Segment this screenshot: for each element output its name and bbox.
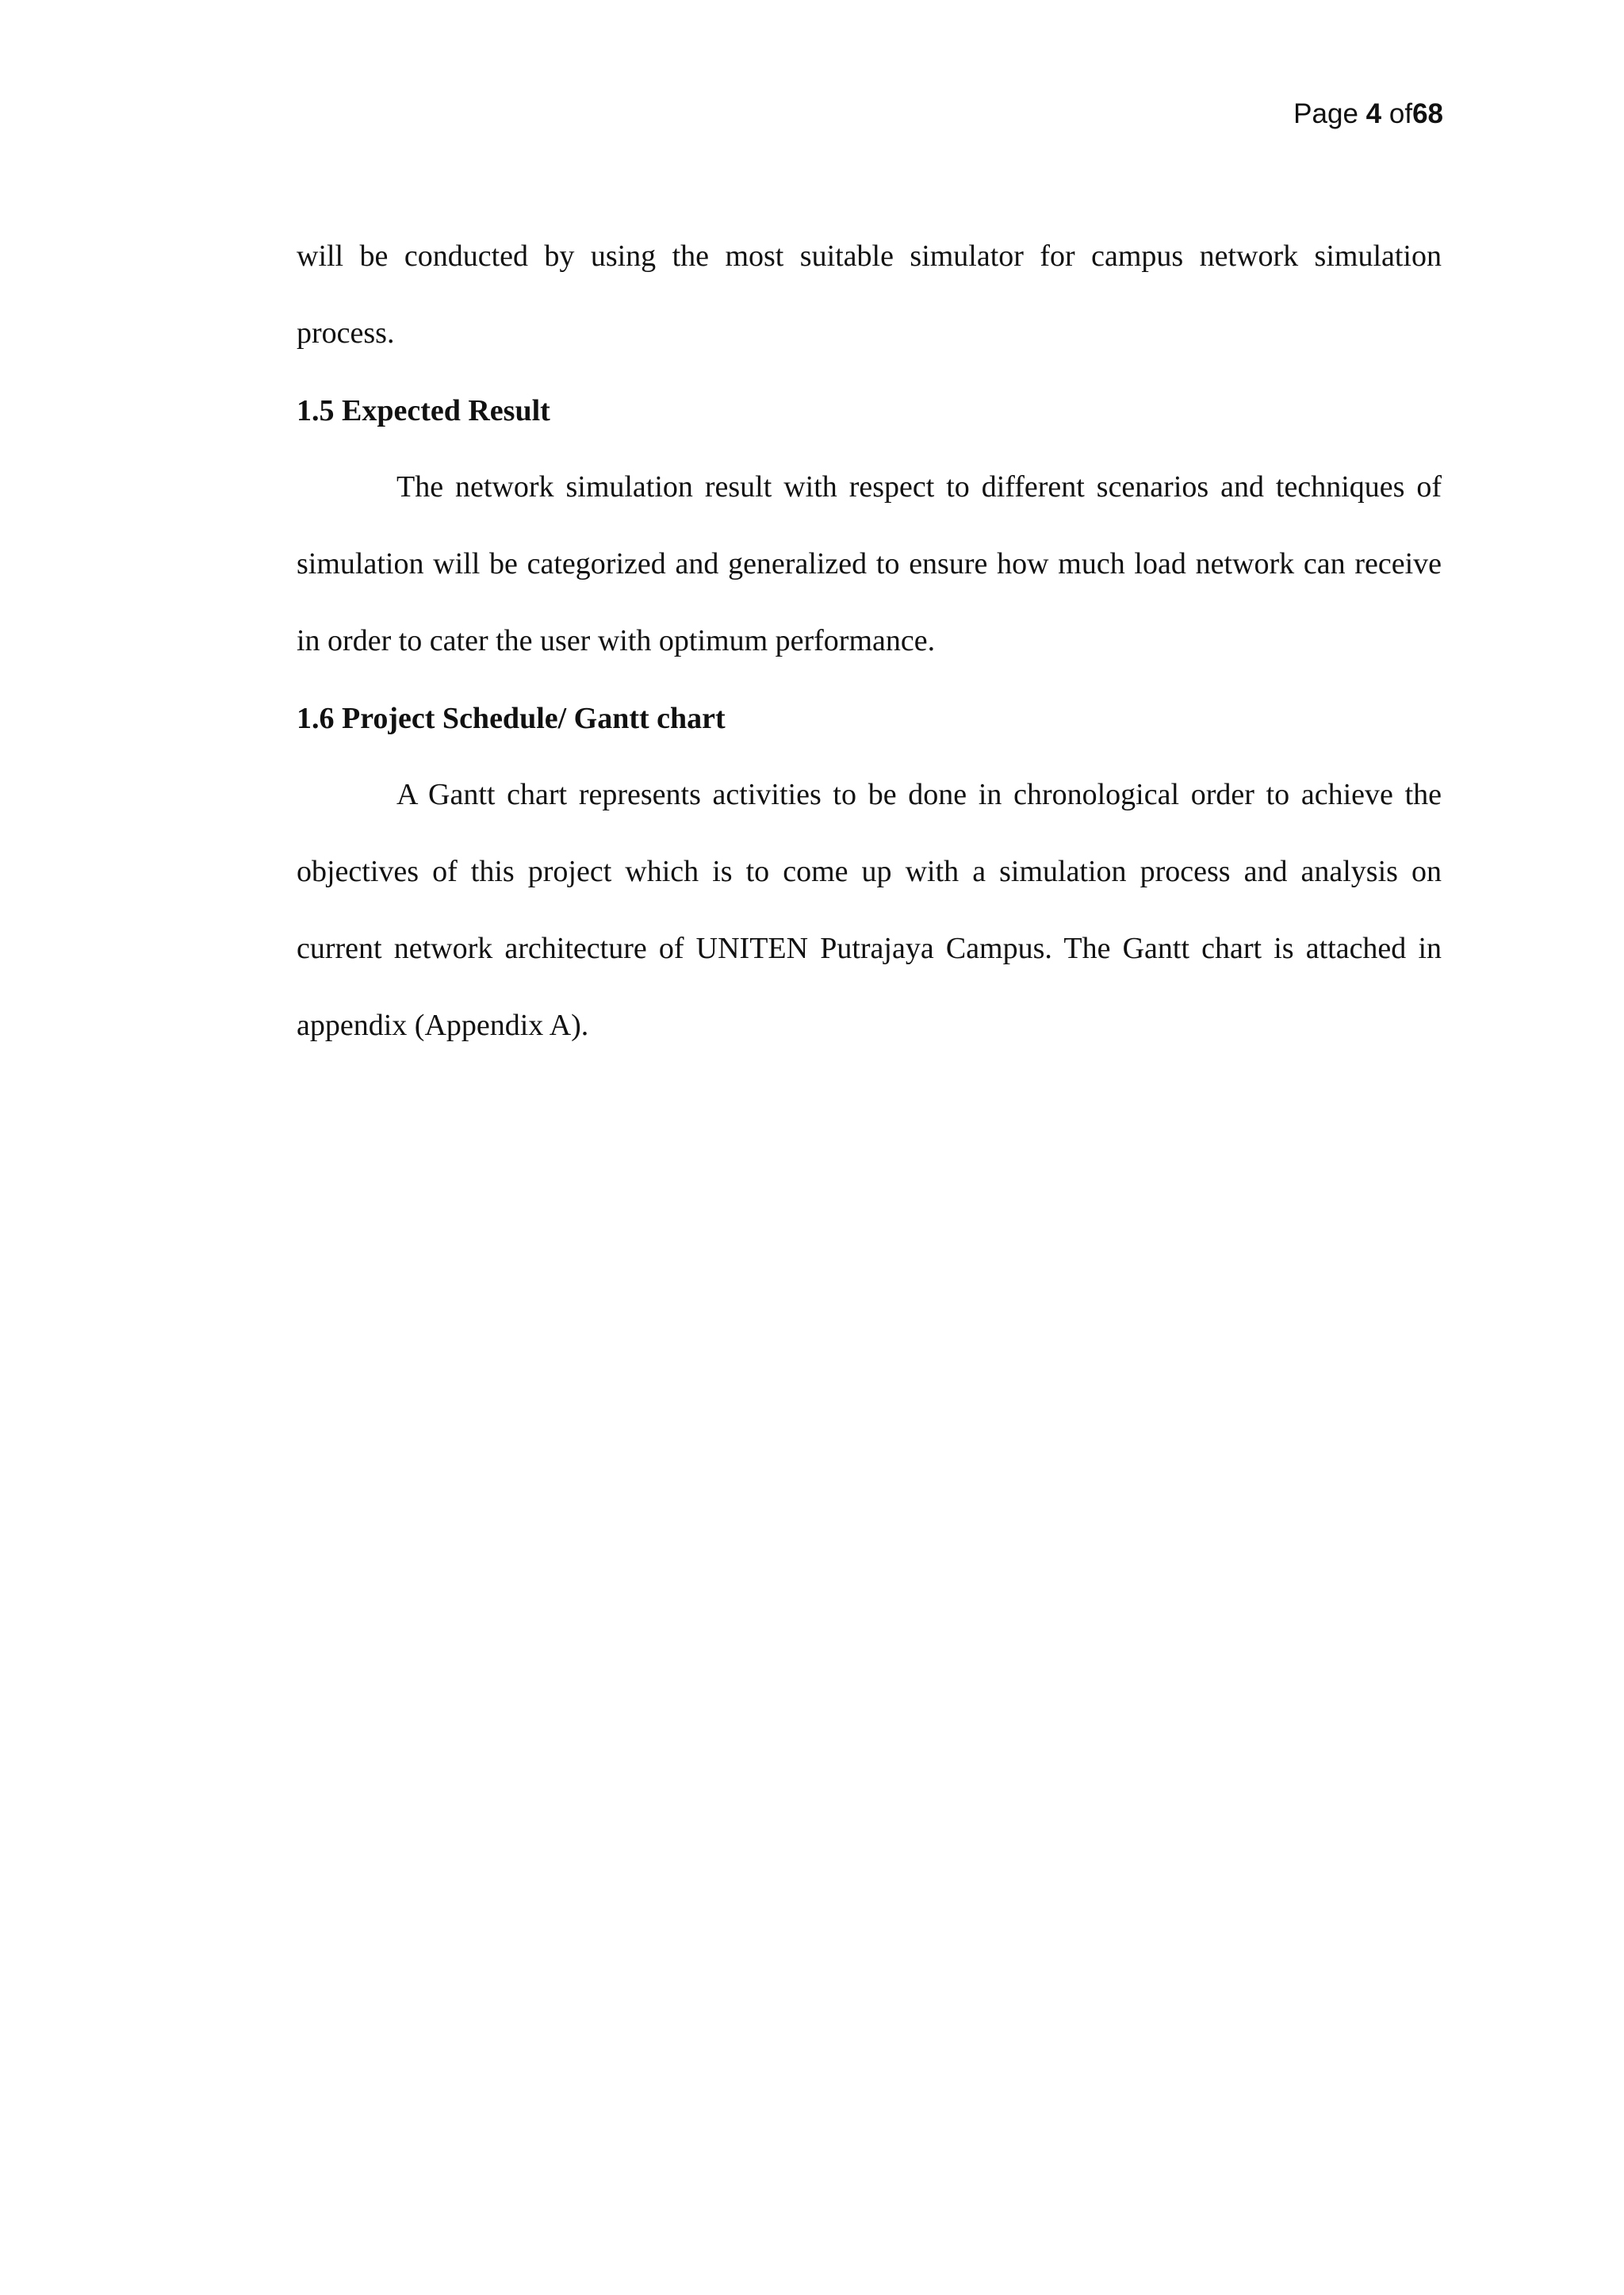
project-schedule-paragraph: A Gantt chart represents activities to be done in chronological order to achieve the objectives of this project which is to come up with a simulation process and analysis on current network architecture of UNITEN Putrajaya Campus. The Gantt chart is attached in appendix (Appendix A). [297,778,1442,1042]
continuation-paragraph: will be conducted by using the most suitable simulator for campus network simulation process. [297,239,1442,350]
of-label: of [1388,98,1413,129]
expected-result-paragraph: The network simulation result with respect to different scenarios and techniques of simulation will be categorized and generalized to ensure how much load network can receive in order to cater the user with optimum performance. [297,470,1442,657]
document-body [297,218,1442,1064]
current-page-number: 4 [1365,98,1382,129]
project-schedule-heading: 1.6 Project Schedule/ Gantt chart [297,702,726,735]
expected-result-heading: 1.5 Expected Result [297,394,550,427]
page-label: Page [1293,98,1358,129]
total-page-count: 68 [1412,98,1443,129]
page-number [1293,98,1443,130]
